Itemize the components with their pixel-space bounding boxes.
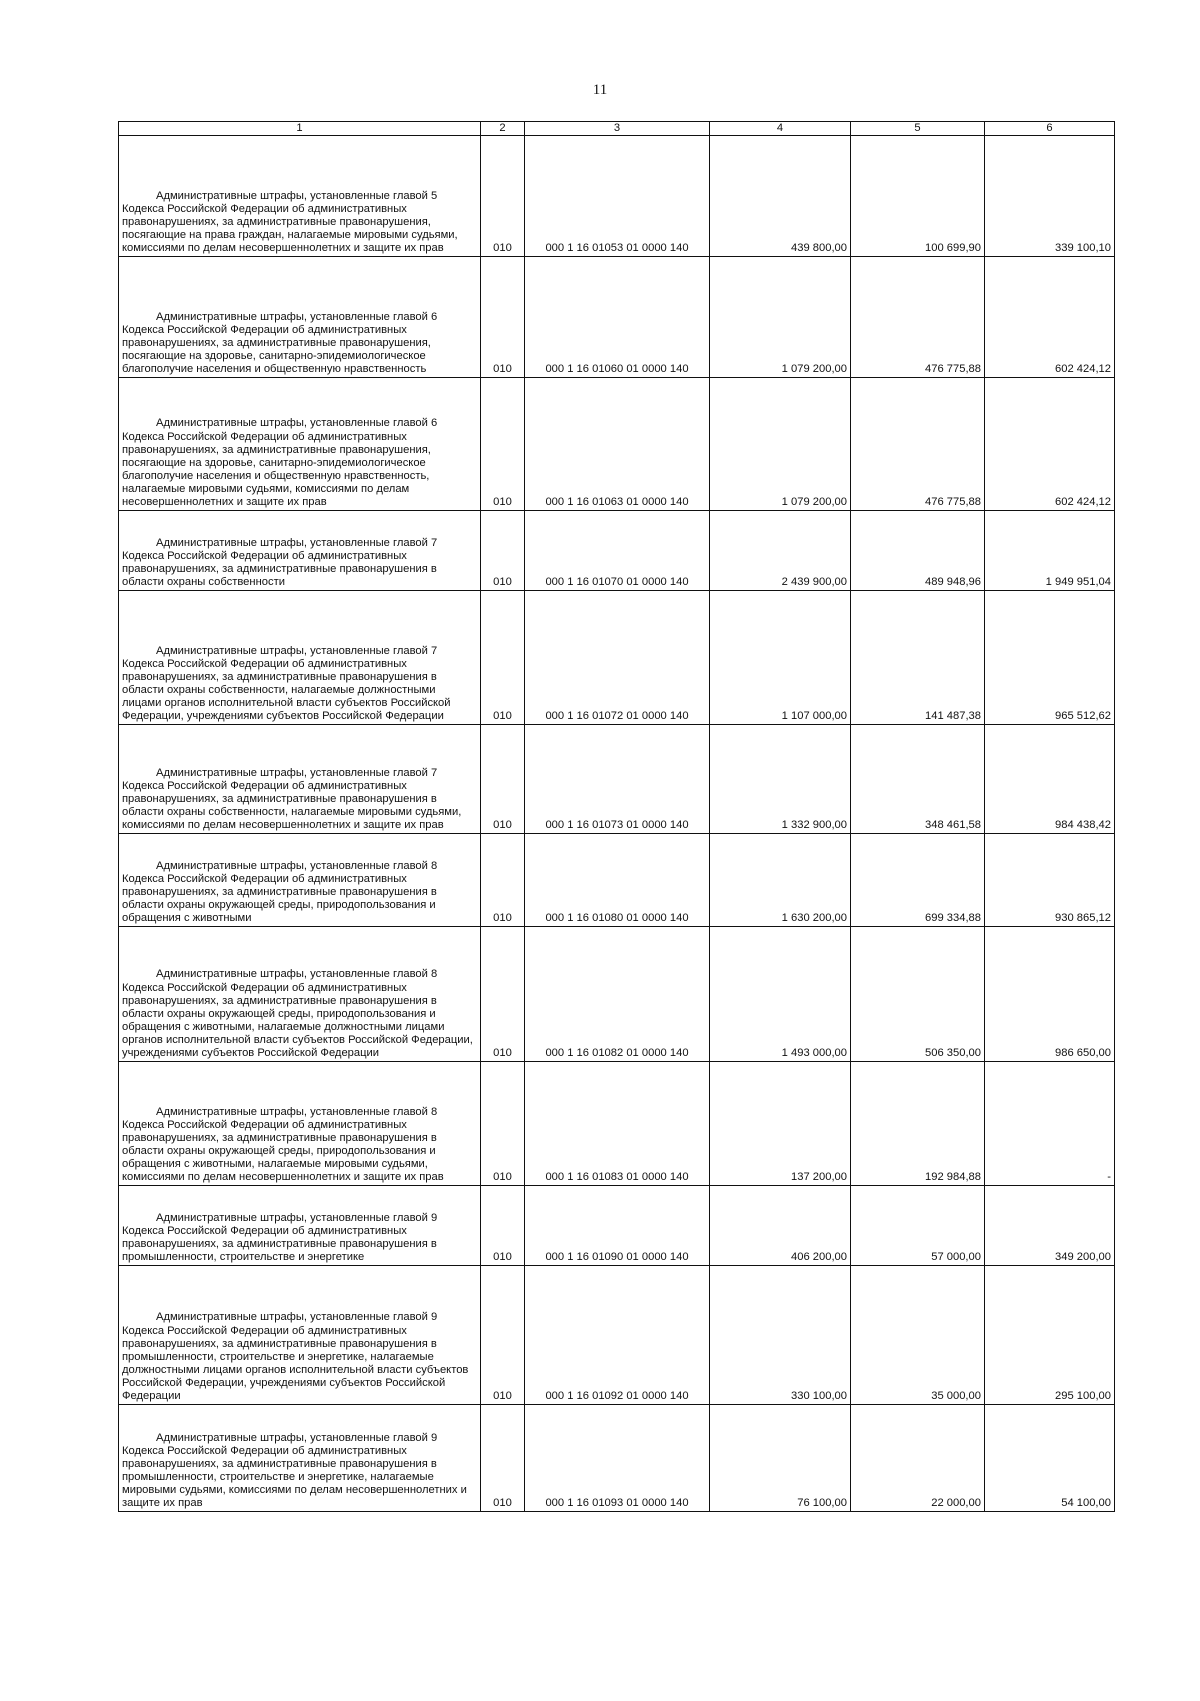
unexecuted-amount: 295 100,00 — [985, 1266, 1115, 1405]
approved-amount: 439 800,00 — [710, 136, 851, 257]
budget-classification-code: 000 1 16 01082 01 0000 140 — [525, 927, 710, 1062]
budget-classification-code: 000 1 16 01090 01 0000 140 — [525, 1186, 710, 1266]
line-code: 010 — [481, 1186, 525, 1266]
line-code: 010 — [481, 927, 525, 1062]
revenue-description: Административные штрафы, установленные главой 8 Кодекса Российской Федерации об административных правонарушениях, за административные правонарушения в области охраны окружающей среды, природопользования и обращения с животными — [119, 834, 481, 927]
approved-amount: 330 100,00 — [710, 1266, 851, 1405]
budget-classification-code: 000 1 16 01080 01 0000 140 — [525, 834, 710, 927]
table-row — [119, 378, 1115, 511]
line-code: 010 — [481, 834, 525, 927]
report-table — [118, 121, 1115, 1512]
executed-amount: 348 461,58 — [851, 725, 985, 834]
approved-amount: 1 493 000,00 — [710, 927, 851, 1062]
unexecuted-amount: 602 424,12 — [985, 257, 1115, 378]
table-row — [119, 1186, 1115, 1266]
table-row — [119, 927, 1115, 1062]
line-code: 010 — [481, 378, 525, 511]
column-number: 6 — [985, 122, 1115, 136]
unexecuted-amount: 1 949 951,04 — [985, 511, 1115, 591]
line-code: 010 — [481, 1062, 525, 1186]
table-row — [119, 591, 1115, 725]
executed-amount: 699 334,88 — [851, 834, 985, 927]
budget-classification-code: 000 1 16 01093 01 0000 140 — [525, 1405, 710, 1512]
line-code: 010 — [481, 1266, 525, 1405]
table-row — [119, 834, 1115, 927]
line-code: 010 — [481, 1405, 525, 1512]
executed-amount: 476 775,88 — [851, 257, 985, 378]
unexecuted-amount: 339 100,10 — [985, 136, 1115, 257]
line-code: 010 — [481, 511, 525, 591]
table-row — [119, 257, 1115, 378]
approved-amount: 2 439 900,00 — [710, 511, 851, 591]
unexecuted-amount: 984 438,42 — [985, 725, 1115, 834]
approved-amount: 1 079 200,00 — [710, 257, 851, 378]
approved-amount: 137 200,00 — [710, 1062, 851, 1186]
revenue-description: Административные штрафы, установленные главой 9 Кодекса Российской Федерации об административных правонарушениях, за административные правонарушения в промышленности, строительстве и энергетике — [119, 1186, 481, 1266]
revenue-description: Административные штрафы, установленные главой 6 Кодекса Российской Федерации об административных правонарушениях, за административные правонарушения, посягающие на здоровье, санитарно-эпидемиологическое благополучие населения и общественную нравственность — [119, 257, 481, 378]
revenue-description: Административные штрафы, установленные главой 8 Кодекса Российской Федерации об административных правонарушениях, за административные правонарушения в области охраны окружающей среды, природопользования и обращения с животными, налагаемые должностными лицами органов исполнительной власти субъектов Российской Федерации, учреждениями субъектов Российской Федерации — [119, 927, 481, 1062]
unexecuted-amount: 349 200,00 — [985, 1186, 1115, 1266]
executed-amount: 35 000,00 — [851, 1266, 985, 1405]
unexecuted-amount: 54 100,00 — [985, 1405, 1115, 1512]
budget-classification-code: 000 1 16 01073 01 0000 140 — [525, 725, 710, 834]
revenue-description: Административные штрафы, установленные главой 9 Кодекса Российской Федерации об административных правонарушениях, за административные правонарушения в промышленности, строительстве и энергетике, налагаемые должностными лицами органов исполнительной власти субъектов Российской Федерации, учреждениями субъектов Российской Федерации — [119, 1266, 481, 1405]
revenue-description: Административные штрафы, установленные главой 7 Кодекса Российской Федерации об административных правонарушениях, за административные правонарушения в области охраны собственности, налагаемые мировыми судьями, комиссиями по делам несовершеннолетних и защите их прав — [119, 725, 481, 834]
approved-amount: 1 332 900,00 — [710, 725, 851, 834]
executed-amount: 506 350,00 — [851, 927, 985, 1062]
line-code: 010 — [481, 725, 525, 834]
table-row — [119, 511, 1115, 591]
approved-amount: 406 200,00 — [710, 1186, 851, 1266]
unexecuted-amount: 986 650,00 — [985, 927, 1115, 1062]
executed-amount: 476 775,88 — [851, 378, 985, 511]
unexecuted-amount: 930 865,12 — [985, 834, 1115, 927]
approved-amount: 1 630 200,00 — [710, 834, 851, 927]
approved-amount: 76 100,00 — [710, 1405, 851, 1512]
column-number: 4 — [710, 122, 851, 136]
revenue-description: Административные штрафы, установленные главой 9 Кодекса Российской Федерации об административных правонарушениях, за административные правонарушения в промышленности, строительстве и энергетике, налагаемые мировыми судьями, комиссиями по делам несовершеннолетних и защите их прав — [119, 1405, 481, 1512]
executed-amount: 192 984,88 — [851, 1062, 985, 1186]
revenue-description: Административные штрафы, установленные главой 7 Кодекса Российской Федерации об административных правонарушениях, за административные правонарушения в области охраны собственности, налагаемые должностными лицами органов исполнительной власти субъектов Российской Федерации, учреждениями субъектов Российской Федерации — [119, 591, 481, 725]
budget-classification-code: 000 1 16 01060 01 0000 140 — [525, 257, 710, 378]
table-row — [119, 1405, 1115, 1512]
approved-amount: 1 079 200,00 — [710, 378, 851, 511]
line-code: 010 — [481, 257, 525, 378]
executed-amount: 141 487,38 — [851, 591, 985, 725]
column-number-row — [119, 122, 1115, 136]
line-code: 010 — [481, 136, 525, 257]
table-row — [119, 1062, 1115, 1186]
budget-classification-code: 000 1 16 01092 01 0000 140 — [525, 1266, 710, 1405]
column-number: 2 — [481, 122, 525, 136]
budget-classification-code: 000 1 16 01083 01 0000 140 — [525, 1062, 710, 1186]
page-number: 11 — [592, 82, 608, 98]
executed-amount: 57 000,00 — [851, 1186, 985, 1266]
table-row — [119, 136, 1115, 257]
budget-classification-code: 000 1 16 01070 01 0000 140 — [525, 511, 710, 591]
revenue-description: Административные штрафы, установленные главой 7 Кодекса Российской Федерации об административных правонарушениях, за административные правонарушения в области охраны собственности — [119, 511, 481, 591]
line-code: 010 — [481, 591, 525, 725]
budget-classification-code: 000 1 16 01072 01 0000 140 — [525, 591, 710, 725]
executed-amount: 22 000,00 — [851, 1405, 985, 1512]
unexecuted-amount: 965 512,62 — [985, 591, 1115, 725]
approved-amount: 1 107 000,00 — [710, 591, 851, 725]
column-number: 5 — [851, 122, 985, 136]
column-number: 1 — [119, 122, 481, 136]
budget-classification-code: 000 1 16 01063 01 0000 140 — [525, 378, 710, 511]
unexecuted-amount: 602 424,12 — [985, 378, 1115, 511]
executed-amount: 100 699,90 — [851, 136, 985, 257]
column-number: 3 — [525, 122, 710, 136]
unexecuted-amount: - — [985, 1062, 1115, 1186]
executed-amount: 489 948,96 — [851, 511, 985, 591]
revenue-description: Административные штрафы, установленные главой 6 Кодекса Российской Федерации об административных правонарушениях, за административные правонарушения, посягающие на здоровье, санитарно-эпидемиологическое благополучие населения и общественную нравственность, налагаемые мировыми судьями, комиссиями по делам несовершеннолетних и защите их прав — [119, 378, 481, 511]
revenue-description: Административные штрафы, установленные главой 5 Кодекса Российской Федерации об административных правонарушениях, за административные правонарушения, посягающие на права граждан, налагаемые мировыми судьями, комиссиями по делам несовершеннолетних и защите их прав — [119, 136, 481, 257]
table-row — [119, 1266, 1115, 1405]
budget-classification-code: 000 1 16 01053 01 0000 140 — [525, 136, 710, 257]
revenue-description: Административные штрафы, установленные главой 8 Кодекса Российской Федерации об административных правонарушениях, за административные правонарушения в области охраны окружающей среды, природопользования и обращения с животными, налагаемые мировыми судьями, комиссиями по делам несовершеннолетних и защите их прав — [119, 1062, 481, 1186]
table-row — [119, 725, 1115, 834]
